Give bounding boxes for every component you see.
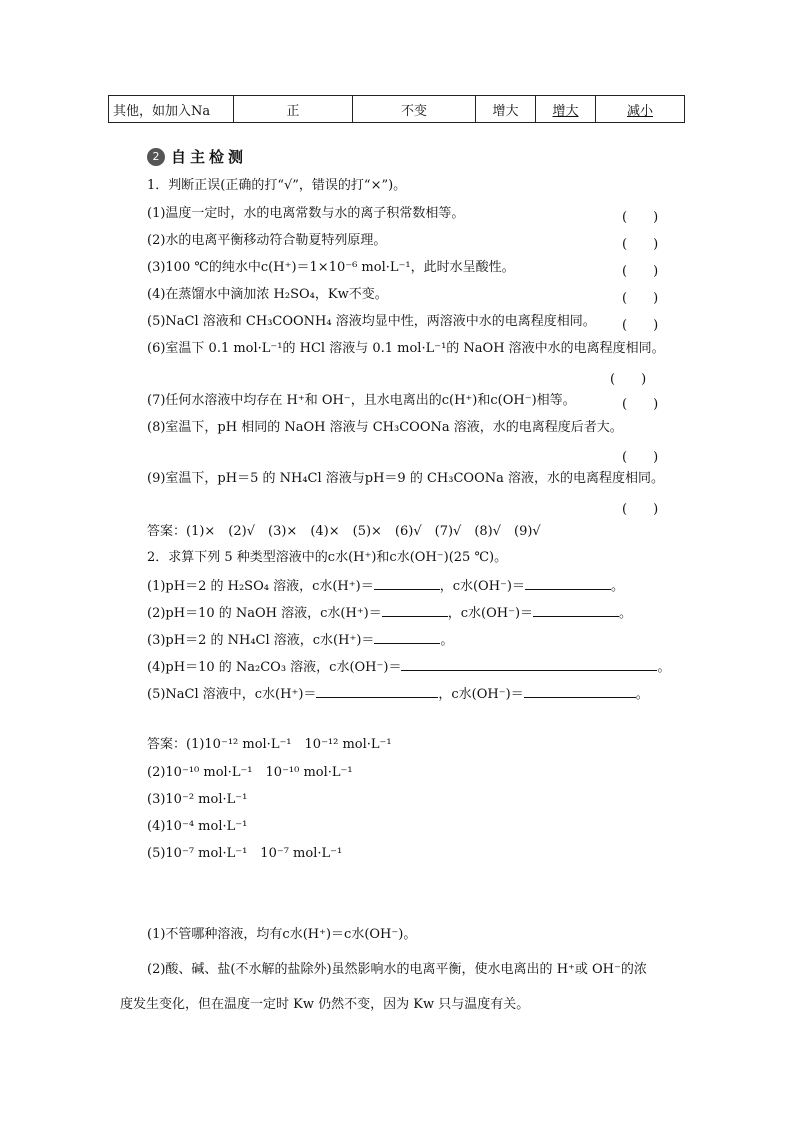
fill-blank[interactable] (524, 685, 636, 698)
question-1-item: (4)在蒸馏水中滴加浓 H₂SO₄，Kw不变。 (147, 287, 388, 302)
answer-paren: ( ) (622, 210, 659, 225)
item-text: (5)NaCl 溶液中，c水(H⁺)＝ (147, 687, 317, 702)
item-text: (1)pH＝2 的 H₂SO₄ 溶液，c水(H⁺)＝ (147, 579, 374, 594)
table-cell: 不变 (353, 96, 476, 123)
question-2-answer: (2)10⁻¹⁰ mol·L⁻¹ 10⁻¹⁰ mol·L⁻¹ (147, 765, 353, 780)
item-text: 。 (440, 633, 454, 648)
answer-paren: ( ) (622, 291, 659, 306)
fill-blank[interactable] (374, 577, 440, 590)
table-cell: 减小 (596, 96, 685, 123)
item-text: 。 (610, 579, 624, 594)
question-1-item: (9)室温下，pH＝5 的 NH₄Cl 溶液与pH＝9 的 CH₃COONa 溶液，水的电离程度相同。 (147, 471, 664, 486)
fill-blank[interactable] (316, 685, 438, 698)
table-cell: 增大 (476, 96, 536, 123)
answer-paren: ( ) (622, 502, 659, 517)
section-title: 自主检测 (171, 148, 248, 166)
table-cell: 增大 (536, 96, 596, 123)
item-text: 。 (619, 606, 633, 621)
question-1-item: (5)NaCl 溶液和 CH₃COONH₄ 溶液均显中性，两溶液中水的电离程度相同。 (147, 314, 596, 329)
fill-blank[interactable] (525, 577, 611, 590)
fill-blank[interactable] (374, 631, 440, 644)
note-2-line-2: 度发生变化，但在温度一定时 Kw 仍然不变，因为 Kw 只与温度有关。 (120, 997, 530, 1012)
item-text: (3)pH＝2 的 NH₄Cl 溶液，c水(H⁺)＝ (147, 633, 375, 648)
fill-blank[interactable] (401, 658, 657, 671)
answer-paren: ( ) (622, 264, 659, 279)
question-2-item (147, 658, 670, 676)
question-2-item (147, 685, 649, 703)
question-1-item: (8)室温下，pH 相同的 NaOH 溶液与 CH₃COONa 溶液，水的电离程度后者大。 (147, 420, 623, 435)
question-2-item (147, 577, 624, 595)
question-1-answer: 答案：(1)× (2)√ (3)× (4)× (5)× (6)√ (7)√ (8)√ (9)√ (147, 524, 541, 539)
table-row (109, 96, 685, 123)
question-2-answer: (5)10⁻⁷ mol·L⁻¹ 10⁻⁷ mol·L⁻¹ (147, 846, 343, 861)
section-number-badge: 2 (147, 148, 165, 166)
question-1-item: (1)温度一定时，水的电离常数与水的离子积常数相等。 (147, 206, 465, 221)
item-text: 。 (635, 687, 649, 702)
item-text: (2)pH＝10 的 NaOH 溶液，c水(H⁺)＝ (147, 606, 382, 621)
answer-paren: ( ) (610, 372, 647, 387)
answer-paren: ( ) (622, 397, 659, 412)
note-1: (1)不管哪种溶液，均有c水(H⁺)＝c水(OH⁻)。 (147, 927, 417, 942)
item-text: 。 (657, 660, 671, 675)
item-text: (4)pH＝10 的 Na₂CO₃ 溶液，c水(OH⁻)＝ (147, 660, 402, 675)
note-2-line-1: (2)酸、碱、盐(不水解的盐除外)虽然影响水的电离平衡，使水电离出的 H⁺或 OH⁻的浓 (147, 962, 647, 977)
question-1-item: (2)水的电离平衡移动符合勒夏特列原理。 (147, 233, 387, 248)
answer-paren: ( ) (622, 450, 659, 465)
question-1-item: (7)任何水溶液中均存在 H⁺和 OH⁻，且水电离出的c(H⁺)和c(OH⁻)相等。 (147, 393, 576, 408)
question-1-item: (3)100 ℃的纯水中c(H⁺)＝1×10⁻⁶ mol·L⁻¹，此时水呈酸性。 (147, 260, 515, 275)
answer-paren: ( ) (622, 237, 659, 252)
question-2-item (147, 631, 453, 649)
item-text: ，c水(OH⁻)＝ (439, 579, 525, 594)
question-1-title: 1．判断正误(正确的打“√”，错误的打“×”)。 (147, 178, 407, 193)
question-2-answer: 答案：(1)10⁻¹² mol·L⁻¹ 10⁻¹² mol·L⁻¹ (147, 737, 392, 752)
property-table (108, 95, 685, 123)
question-2-item (147, 604, 632, 622)
question-2-title: 2．求算下列 5 种类型溶液中的c水(H⁺)和c水(OH⁻)(25 ℃)。 (147, 550, 508, 565)
answer-paren: ( ) (622, 318, 659, 333)
question-1-item: (6)室温下 0.1 mol·L⁻¹的 HCl 溶液与 0.1 mol·L⁻¹的 NaOH 溶液中水的电离程度相同。 (147, 341, 665, 356)
question-2-answer: (3)10⁻² mol·L⁻¹ (147, 792, 248, 807)
fill-blank[interactable] (382, 604, 448, 617)
fill-blank[interactable] (533, 604, 619, 617)
table-cell: 其他，如加入Na (109, 96, 234, 123)
section-heading (147, 148, 247, 166)
item-text: ，c水(OH⁻)＝ (447, 606, 534, 621)
question-2-answer: (4)10⁻⁴ mol·L⁻¹ (147, 819, 248, 834)
table-cell: 正 (234, 96, 353, 123)
item-text: ，c水(OH⁻)＝ (438, 687, 524, 702)
